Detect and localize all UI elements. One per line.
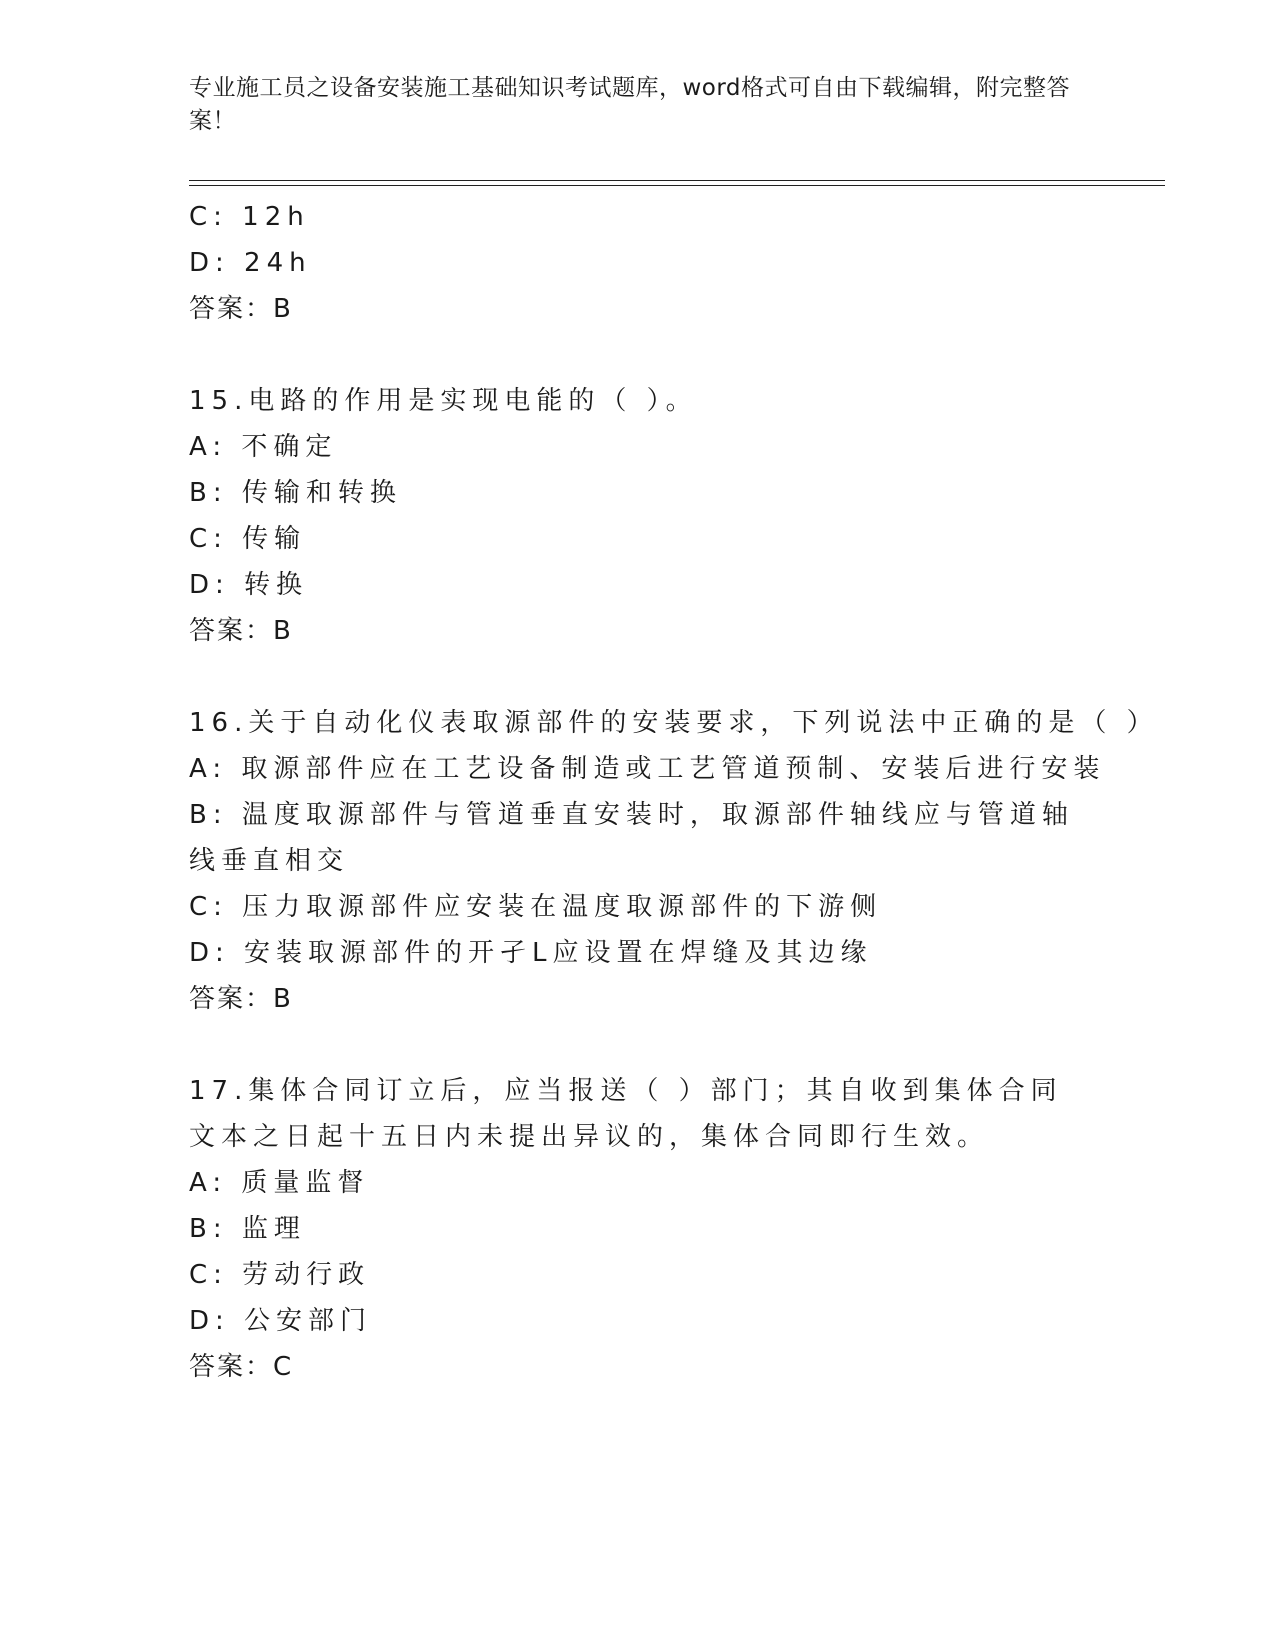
answer-line: 答案：B xyxy=(189,616,293,646)
option-c: C: 压力取源部件应安装在温度取源部件的下游侧 xyxy=(189,892,883,922)
spacer xyxy=(189,654,1089,700)
document-header xyxy=(189,72,1079,138)
question-stem: 15.电路的作用是实现电能的（ ）。 xyxy=(189,386,698,416)
answer-line: 答案：B xyxy=(189,984,293,1014)
option-d: D: 24h xyxy=(189,248,312,278)
option-d: D: 安装取源部件的开孑L应设置在焊缝及其边缘 xyxy=(189,938,873,968)
option-a: A: 取源部件应在工艺设备制造或工艺管道预制、安装后进行安装 xyxy=(189,754,1106,784)
question-content xyxy=(189,194,1159,1390)
header-title: 专业施工员之设备安装施工基础知识考试题库，word格式可自由下载编辑，附完整答案！ xyxy=(189,75,1071,134)
question-block-16 xyxy=(189,700,1159,1022)
option-a: A: 不确定 xyxy=(189,432,338,462)
header-divider-bottom xyxy=(189,185,1165,186)
question-block-17 xyxy=(189,1068,1089,1390)
option-c: C: 劳动行政 xyxy=(189,1260,371,1290)
option-b: B: 传输和转换 xyxy=(189,478,402,508)
header-divider-top xyxy=(189,180,1165,181)
option-d: D: 公安部门 xyxy=(189,1306,373,1336)
question-block-14 xyxy=(189,194,1089,332)
answer-line: 答案：C xyxy=(189,1352,294,1382)
question-stem: 17.集体合同订立后，应当报送（ ）部门；其自收到集体合同文本之日起十五日内未提出异议的，集体合同即行生效。 xyxy=(189,1076,1063,1152)
spacer xyxy=(189,332,1089,378)
option-d: D: 转换 xyxy=(189,570,309,600)
answer-line: 答案：B xyxy=(189,294,293,324)
question-block-15 xyxy=(189,378,1089,654)
option-b: B: 监理 xyxy=(189,1214,306,1244)
option-b: B: 温度取源部件与管道垂直安装时，取源部件轴线应与管道轴线垂直相交 xyxy=(189,800,1074,876)
option-a: A: 质量监督 xyxy=(189,1168,370,1198)
spacer xyxy=(189,1022,1089,1068)
option-c: C: 12h xyxy=(189,202,310,232)
option-c: C: 传输 xyxy=(189,524,307,554)
question-stem: 16.关于自动化仪表取源部件的安装要求，下列说法中正确的是（ ） xyxy=(189,708,1159,738)
